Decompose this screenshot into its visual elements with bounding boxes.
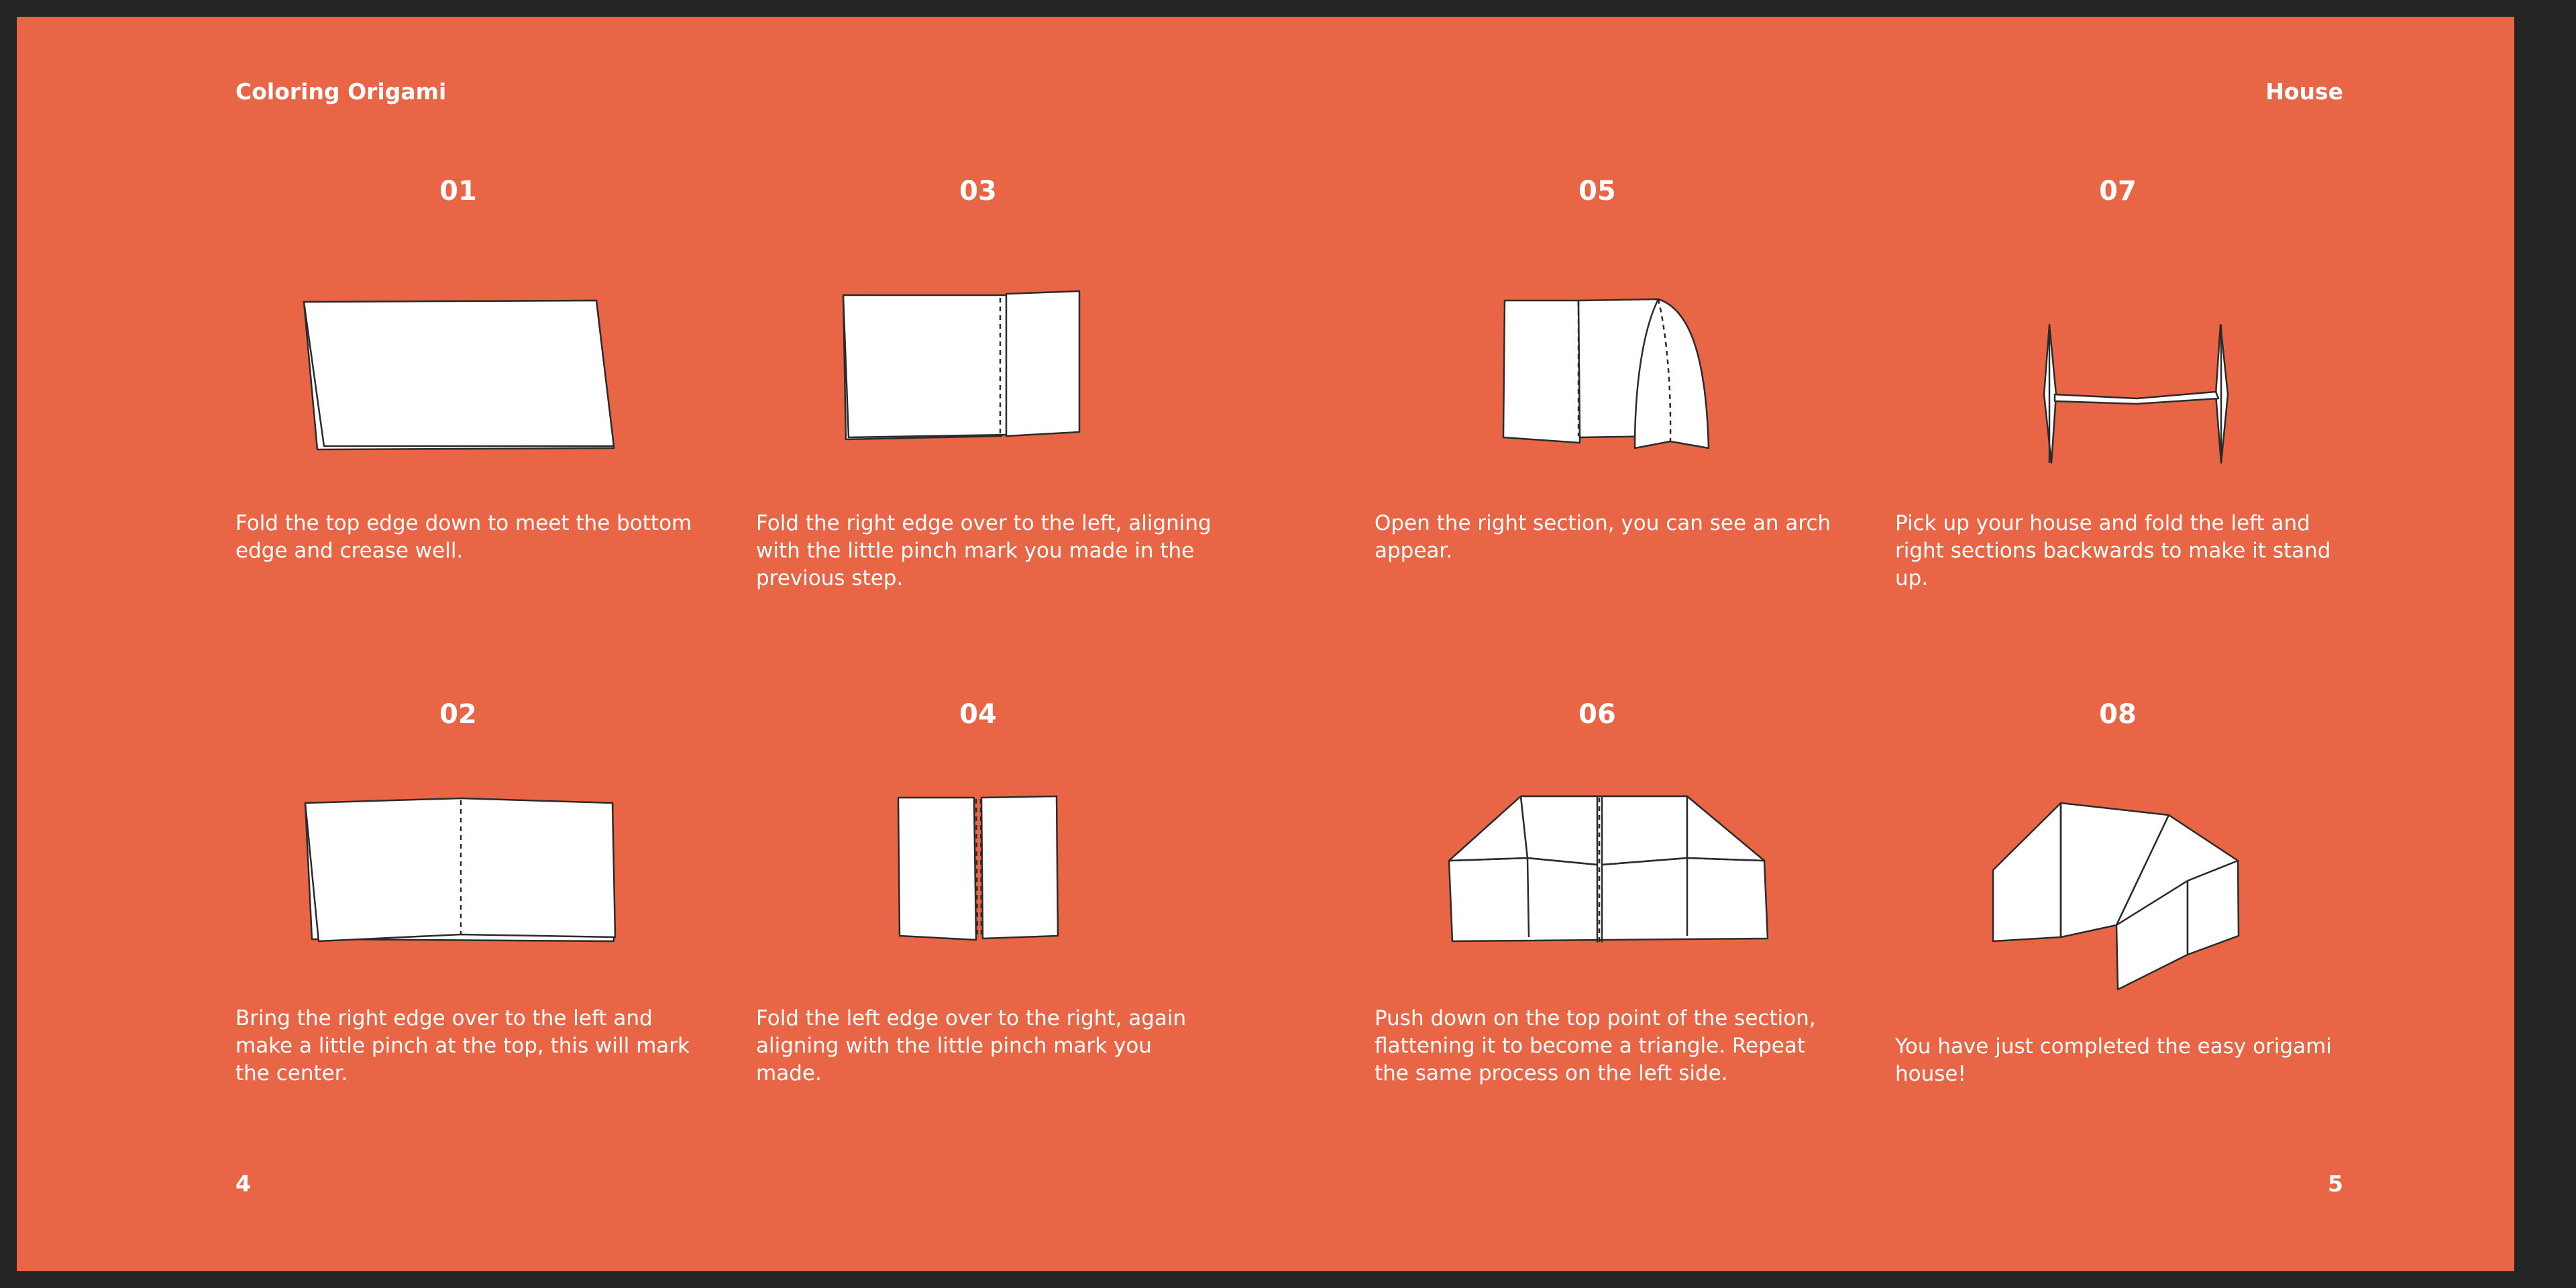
step-06-number: 06 [1578,699,1616,730]
step-06-left-roof [1449,796,1527,861]
step-06-text: Push down on the top point of the section, flattening it to become a triangle. Repeat the same process on the left side. [1375,1006,1816,1085]
step-01-illustration [299,282,634,463]
step-03-folded-flap [1006,291,1079,436]
step-07-center-body [2055,392,2218,404]
step-07-text: Pick up your house and fold the left and right sections backwards to make it stand up. [1895,511,2331,590]
step-06-right-triangle [1602,796,1687,865]
step-06-right-roof [1687,796,1764,861]
step-08-number: 08 [2099,699,2137,730]
step-03-text: Fold the right edge over to the left, aligning with the little pinch mark you made in the previous step. [756,511,1212,590]
step-07-number: 07 [2099,176,2137,207]
step-04-right-flap [981,796,1058,938]
step-03-paper-body [843,295,1010,437]
step-01-text: Fold the top edge down to meet the bottom edge and crease well. [235,511,692,563]
step-02-illustration [299,775,634,969]
step-05-illustration [1493,282,1721,470]
step-06-left-triangle [1521,796,1597,865]
step-02-number: 02 [439,699,477,730]
book-spread [17,17,2514,1271]
chapter-title: House [2265,78,2343,105]
right-page-number: 5 [2328,1171,2343,1197]
step-01-number: 01 [439,176,477,207]
step-01-paper-front [304,301,614,446]
step-08-text: You have just completed the easy origami house! [1895,1034,2332,1086]
step-05-text: Open the right section, you can see an arch appear. [1375,511,1831,563]
step-03-number: 03 [959,176,997,207]
step-08-illustration [1989,782,2271,1010]
step-08-front-gable [1993,803,2061,941]
step-05-number: 05 [1578,176,1616,207]
step-04-text: Fold the left edge over to the right, again aligning with the little pinch mark you made. [756,1006,1187,1085]
left-page-number: 4 [235,1171,251,1197]
step-07-illustration [2029,315,2244,476]
step-05-left-panel [1503,301,1580,443]
step-02-text: Bring the right edge over to the left and make a little pinch at the top, this will mark the center. [235,1006,690,1085]
step-04-left-flap [898,798,976,940]
step-04-illustration [889,775,1077,969]
step-03-illustration [835,275,1104,470]
step-06-illustration [1439,775,1774,976]
step-04-number: 04 [959,699,997,730]
book-title: Coloring Origami [235,78,447,105]
